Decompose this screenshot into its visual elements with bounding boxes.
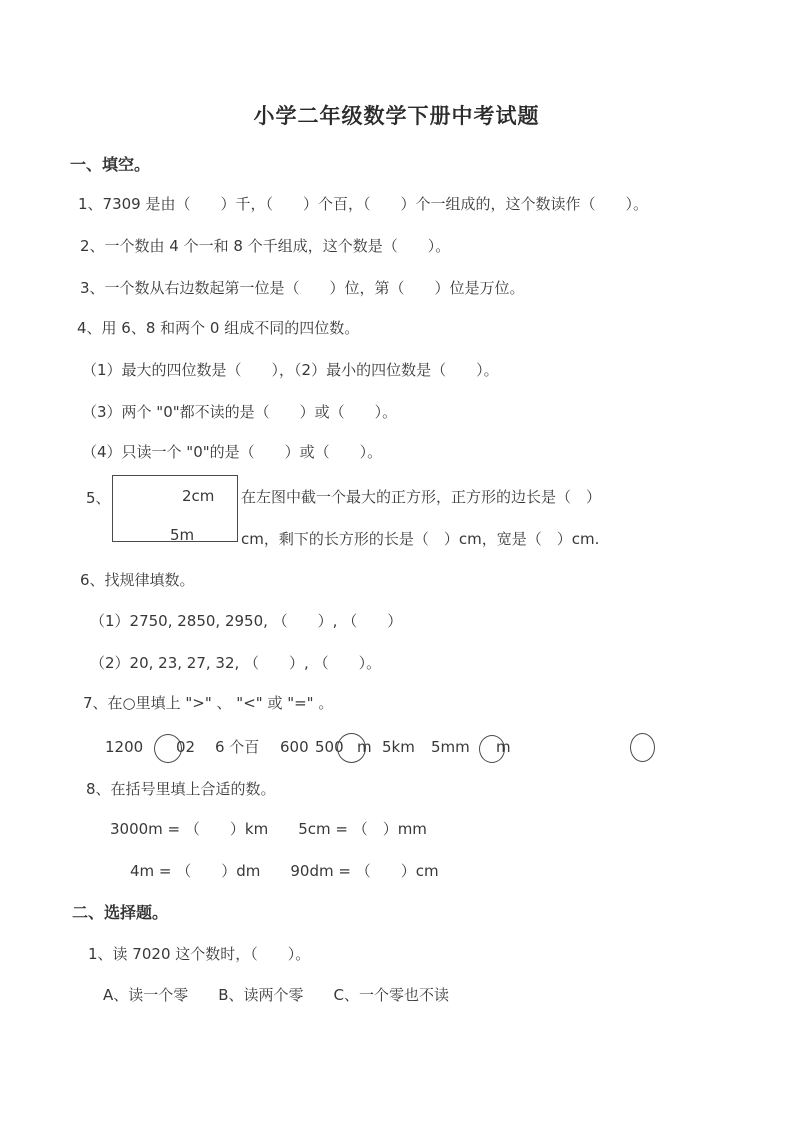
question-4-sub1: （1）最大的四位数是（ ），（2）最小的四位数是（ ）。 — [82, 361, 499, 379]
question-5-line2: cm，剩下的长方形的长是（ ）cm，宽是（ ）cm. — [241, 530, 600, 548]
section-choice-heading: 二、选择题。 — [72, 903, 169, 922]
question-6-sub2: （2）20, 23, 27, 32, （ ）, （ ）。 — [90, 654, 382, 672]
question-8: 8、在括号里填上合适的数。 — [86, 780, 276, 798]
q7-value-6hundreds: 6 个百 — [215, 738, 260, 756]
rectangle-top-label: 2cm — [182, 487, 215, 505]
question-8-line2: 4m = （ ）dm 90dm = （ ）cm — [130, 862, 439, 880]
q7-value-m2: m — [496, 738, 511, 756]
question-4-sub4: （4）只读一个 "0"的是（ ）或（ ）。 — [82, 443, 383, 461]
question-5-line1: 在左图中截一个最大的正方形，正方形的边长是（ ） — [241, 488, 602, 506]
question-6-sub1: （1）2750, 2850, 2950, （ ）, （ ） — [90, 612, 403, 630]
question-7: 7、在○里填上 ">" 、 "<" 或 "=" 。 — [83, 694, 334, 712]
q7-value-600: 600 — [280, 738, 309, 756]
q7-value-m1: m — [357, 738, 372, 756]
question-5-number: 5、 — [86, 489, 111, 507]
q7-value-1200: 1200 — [105, 738, 144, 756]
question-1: 1、7309 是由（ ）千，（ ）个百，（ ）个一组成的，这个数读作（ ）。 — [78, 195, 648, 213]
page-title: 小学二年级数学下册中考试题 — [253, 104, 540, 128]
section-fill-heading: 一、填空。 — [70, 155, 151, 174]
question-6: 6、找规律填数。 — [80, 571, 195, 589]
choice-question-1: 1、读 7020 这个数时，（ ）。 — [88, 945, 311, 963]
comparison-circle-4 — [630, 733, 655, 762]
q7-value-500: 500 — [315, 738, 344, 756]
question-2: 2、一个数由 4 个一和 8 个千组成，这个数是（ ）。 — [80, 237, 451, 255]
question-8-line1: 3000m = （ ）km 5cm = （ ）mm — [110, 820, 427, 838]
q7-value-02: 02 — [176, 738, 196, 756]
question-3: 3、一个数从右边数起第一位是（ ）位，第（ ）位是万位。 — [80, 279, 525, 297]
question-4-sub3: （3）两个 "0"都不读的是（ ）或（ ）。 — [82, 403, 398, 421]
rectangle-bottom-label: 5m — [170, 526, 195, 544]
q7-value-5km: 5km — [382, 738, 415, 756]
question-4: 4、用 6、8 和两个 0 组成不同的四位数。 — [77, 319, 360, 337]
q7-value-5mm: 5mm — [431, 738, 470, 756]
choice-question-1-options: A、读一个零 B、读两个零 C、一个零也不读 — [103, 986, 450, 1004]
